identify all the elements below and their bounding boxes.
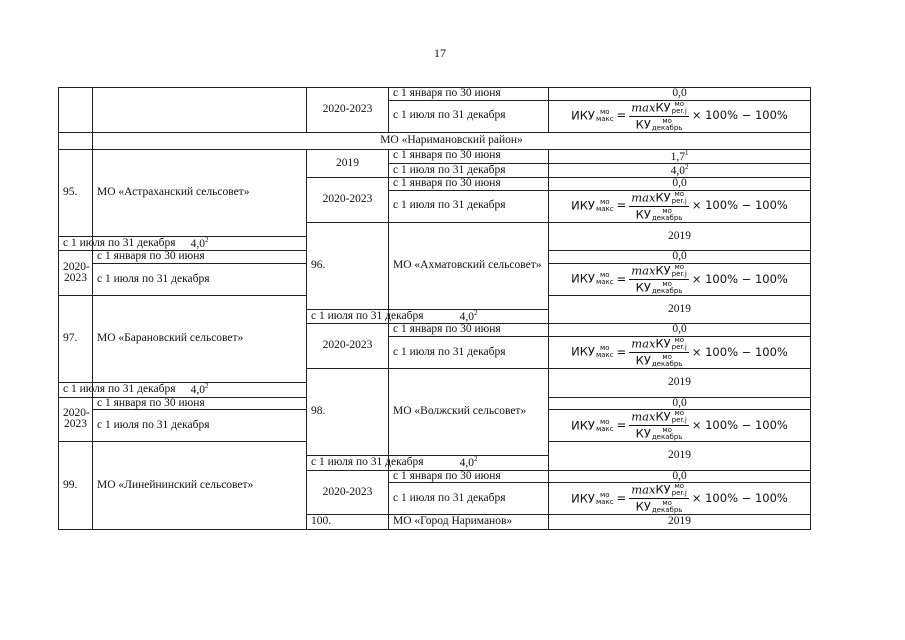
period-cell: с 1 июля по 31 декабря <box>59 383 93 397</box>
municipality-name: МО «Ахматовский сельсовет» <box>389 222 549 309</box>
formula-cell <box>549 410 811 442</box>
region-header: МО «Наримановский район» <box>93 132 811 149</box>
period-cell: с 1 июля по 31 декабря <box>59 236 93 250</box>
value-cell: 0,0 <box>549 88 811 101</box>
max-tariff-index-formula: ИКУ мо макс = maxКУ мо per.j КУ мо декабрь × 100% − 100% <box>571 335 788 368</box>
municipality-name: МО «Барановский сельсовет» <box>93 295 307 382</box>
year-cell: 2019 <box>549 368 811 397</box>
max-tariff-index-formula: ИКУ мо макс = maxКУ мо per.j КУ мо декабрь × 100% − 100% <box>571 482 788 515</box>
period-cell: с 1 июля по 31 декабря <box>389 190 549 222</box>
row-number: 96. <box>307 222 389 309</box>
row-number: 100. <box>307 515 389 529</box>
value-cell: 4,0$^2$ <box>549 163 811 177</box>
period-cell: с 1 июля по 31 декабря <box>93 410 307 442</box>
formula-cell <box>549 263 811 295</box>
municipality-name: МО «Линейнинский сельсовет» <box>93 442 307 529</box>
period-cell: с 1 января по 30 июня <box>389 470 549 483</box>
footnote-ref: 1 <box>684 148 689 157</box>
year-cell: 2020-2023 <box>307 470 389 515</box>
formula-cell <box>549 483 811 515</box>
row-number: 95. <box>59 149 93 236</box>
period-cell: с 1 января по 30 июня <box>93 251 307 264</box>
period-cell: с 1 июля по 31 декабря <box>307 456 389 470</box>
footnote-ref: 2 <box>204 382 209 391</box>
period-cell: с 1 января по 30 июня <box>93 397 307 410</box>
year-cell: 2019 <box>549 442 811 471</box>
row-number: 99. <box>59 442 93 529</box>
year-cell: 2019 <box>549 295 811 324</box>
year-cell: 2020-2023 <box>307 88 389 133</box>
period-cell: с 1 июля по 31 декабря <box>389 100 549 132</box>
value-cell: 1,7$^1$ <box>549 149 811 163</box>
value-cell: 4,0$^2$ <box>93 383 307 397</box>
table-row <box>59 88 811 101</box>
footnote-ref: 2 <box>204 235 209 244</box>
value-cell: 0,0 <box>549 251 811 264</box>
page-number: 17 <box>434 46 446 60</box>
region-header-row <box>59 132 811 149</box>
year-cell: 2020-2023 <box>307 324 389 369</box>
period-cell: с 1 июля по 31 декабря <box>389 336 549 368</box>
max-tariff-index-formula: ИКУ мо макс = maxКУ мо per.j КУ мо декабрь × 100% − 100% <box>571 99 788 132</box>
row-number: 98. <box>307 368 389 455</box>
value-cell: 0,0 <box>549 178 811 191</box>
period-cell: с 1 июля по 31 декабря <box>389 163 549 177</box>
value-cell: 4,0$^2$ <box>389 310 549 324</box>
value-cell: 0,0 <box>549 324 811 337</box>
table-row <box>59 149 811 163</box>
value-cell: 0,0 <box>549 470 811 483</box>
period-cell: с 1 июля по 31 декабря <box>389 483 549 515</box>
row-number: 97. <box>59 295 93 382</box>
period-cell: с 1 января по 30 июня <box>389 178 549 191</box>
year-cell: 2020-2023 <box>59 397 93 442</box>
max-tariff-index-formula: ИКУ мо макс = maxКУ мо per.j КУ мо декабрь × 100% − 100% <box>571 189 788 222</box>
value-cell: 0,0 <box>549 397 811 410</box>
max-tariff-index-formula: ИКУ мо макс = maxКУ мо per.j КУ мо декабрь × 100% − 100% <box>571 262 788 295</box>
formula-cell <box>549 190 811 222</box>
period-cell: с 1 января по 30 июня <box>389 88 549 101</box>
period-cell: с 1 июля по 31 декабря <box>307 310 389 324</box>
tariff-index-table <box>58 87 811 530</box>
year-cell: 2020-2023 <box>59 251 93 296</box>
municipality-name: МО «Город Нариманов» <box>389 515 549 529</box>
period-cell: с 1 января по 30 июня <box>389 324 549 337</box>
year-cell: 2019 <box>549 515 811 529</box>
municipality-name: МО «Астраханский сельсовет» <box>93 149 307 236</box>
footnote-ref: 2 <box>684 162 689 171</box>
formula-cell <box>549 100 811 132</box>
value-cell: 4,0$^2$ <box>93 236 307 250</box>
max-tariff-index-formula: ИКУ мо макс = maxКУ мо per.j КУ мо декабрь × 100% − 100% <box>571 409 788 442</box>
year-cell: 2020-2023 <box>307 178 389 223</box>
footnote-ref: 2 <box>473 309 478 318</box>
period-cell: с 1 января по 30 июня <box>389 149 549 163</box>
municipality-name: МО «Волжский сельсовет» <box>389 368 549 455</box>
period-cell: с 1 июля по 31 декабря <box>93 263 307 295</box>
year-cell: 2019 <box>307 149 389 178</box>
value-cell: 4,0$^2$ <box>389 456 549 470</box>
year-cell: 2019 <box>549 222 811 251</box>
formula-cell <box>549 336 811 368</box>
footnote-ref: 2 <box>473 455 478 464</box>
